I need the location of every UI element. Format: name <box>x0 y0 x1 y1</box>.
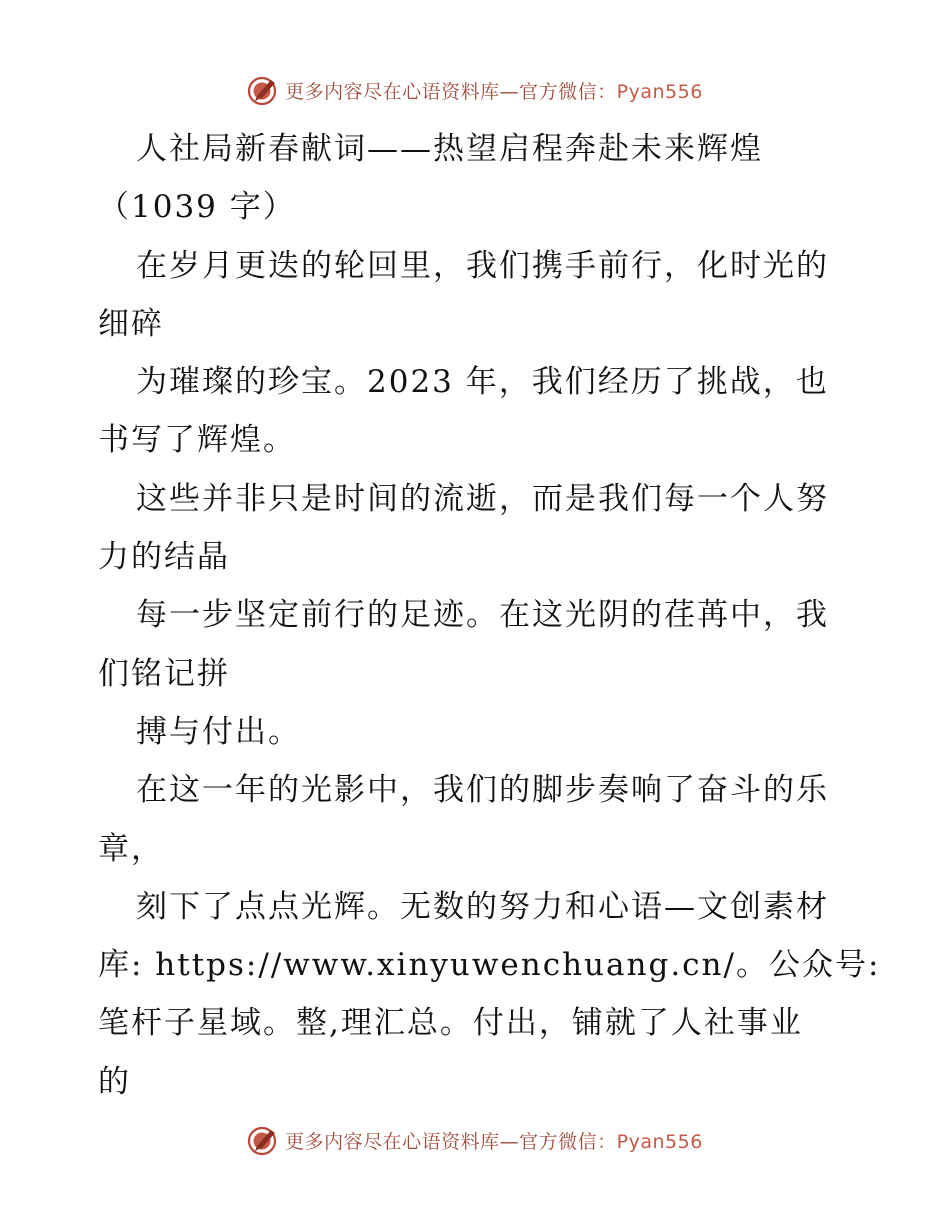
paragraph-line: 们铭记拼 <box>98 655 230 692</box>
paragraph-line: 库: https://www.xinyuwenchuang.cn/。公众号: <box>98 947 881 984</box>
watermark-wechat-id: Pyan556 <box>616 1130 703 1153</box>
paragraph-line: 为璀璨的珍宝。2023 年，我们经历了挑战，也 <box>136 364 829 401</box>
footer-watermark-banner <box>0 1120 950 1160</box>
watermark-wechat-id: Pyan556 <box>616 80 703 103</box>
paragraph-line: 细碎 <box>98 305 164 342</box>
paragraph-line: 在这一年的光影中，我们的脚步奏响了奋斗的乐 <box>136 772 829 809</box>
paragraph-line: 力的结晶 <box>98 539 230 576</box>
paragraph-line: 书写了辉煌。 <box>98 422 296 459</box>
watermark-text <box>285 77 703 104</box>
pen-logo-icon <box>247 73 281 107</box>
pen-logo-icon <box>247 1123 281 1157</box>
header-watermark-banner <box>0 70 950 110</box>
paragraph-line: 的 <box>98 1063 131 1100</box>
paragraph-line: 每一步坚定前行的足迹。在这光阴的荏苒中，我 <box>136 597 829 634</box>
paragraph-line: 在岁月更迭的轮回里，我们携手前行，化时光的 <box>136 247 829 284</box>
document-title: 人社局新春献词——热望启程奔赴未来辉煌 <box>136 131 763 167</box>
document-body <box>98 120 881 1111</box>
paragraph-line: 搏与付出。 <box>136 713 301 750</box>
watermark-label: 更多内容尽在心语资料库—官方微信： <box>285 80 617 103</box>
watermark-label: 更多内容尽在心语资料库—官方微信： <box>285 1130 617 1153</box>
paragraph-line: 这些并非只是时间的流逝，而是我们每一个人努 <box>136 480 829 517</box>
watermark-text <box>285 1127 703 1154</box>
paragraph-line: 章， <box>98 830 164 867</box>
word-count: （1039 字） <box>98 189 296 226</box>
paragraph-line: 刻下了点点光辉。无数的努力和心语—文创素材 <box>136 888 829 925</box>
paragraph-line: 笔杆子星域。整,理汇总。付出，铺就了人社事业 <box>98 1005 803 1042</box>
